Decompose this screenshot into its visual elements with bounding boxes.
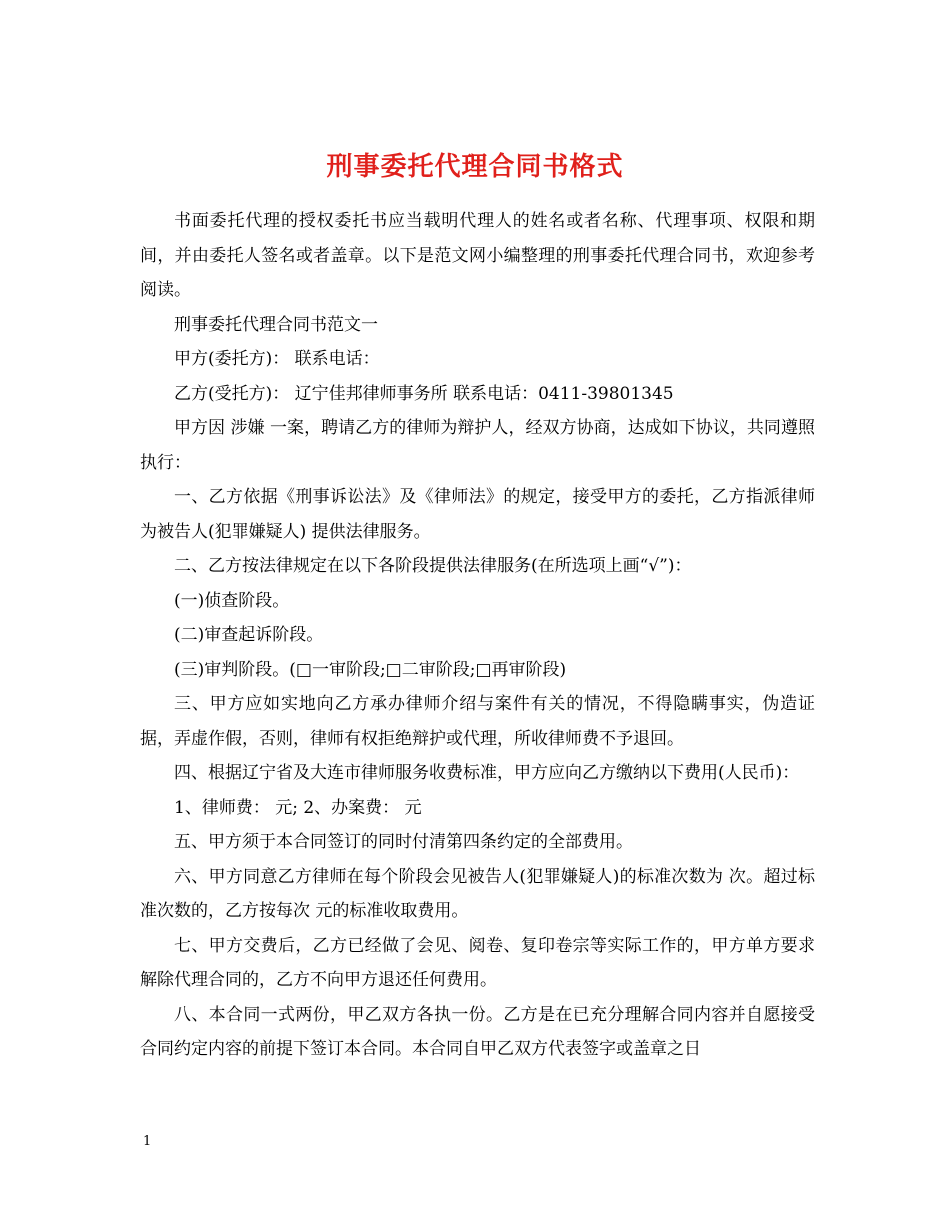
clause-2-item-2: (二)审查起诉阶段。 xyxy=(174,625,324,645)
clause-4: 四、根据辽宁省及大连市律师服务收费标准，甲方应向乙方缴纳以下费用(人民币)： xyxy=(174,763,800,783)
document-title: 刑事委托代理合同书格式 xyxy=(326,152,624,183)
clause-2-item-1: (一)侦查阶段。 xyxy=(174,590,290,611)
paragraph-sample-heading: 刑事委托代理合同书范文一 xyxy=(174,314,378,335)
clause-2: 二、乙方按法律规定在以下各阶段提供法律服务(在所选项上画“√”)： xyxy=(174,556,692,576)
clause-2-item-3: (三)审判阶段。(□一审阶段;□二审阶段;□再审阶段) xyxy=(174,659,567,680)
clause-4-fees: 1、律师费： 元; 2、办案费： 元 xyxy=(174,797,422,818)
clause-3: 三、甲方应如实地向乙方承办律师介绍与案件有关的情况，不得隐瞒事实，伪造证据，弄虚作假，否则，律师有权拒绝辩护或代理，所收律师费不予退回。 xyxy=(140,694,815,749)
paragraph-intro: 书面委托代理的授权委托书应当载明代理人的姓名或者名称、代理事项、权限和期间，并由委托人签名或者盖章。以下是范文网小编整理的刑事委托代理合同书，欢迎参考阅读。 xyxy=(140,211,815,300)
clause-6: 六、甲方同意乙方律师在每个阶段会见被告人(犯罪嫌疑人)的标准次数为 次。超过标准次数的，乙方按每次 元的标准收取费用。 xyxy=(140,866,815,921)
clause-8: 八、本合同一式两份，甲乙双方各执一份。乙方是在已充分理解合同内容并自愿接受合同约定内容的前提下签订本合同。本合同自甲乙双方代表签字或盖章之日 xyxy=(140,1004,815,1059)
clause-1: 一、乙方依据《刑事诉讼法》及《律师法》的规定，接受甲方的委托，乙方指派律师 为被告人(犯罪嫌疑人) 提供法律服务。 xyxy=(140,487,815,542)
clause-5: 五、甲方须于本合同签订的同时付清第四条约定的全部费用。 xyxy=(174,832,633,852)
paragraph-party-a: 甲方(委托方)： 联系电话： xyxy=(174,349,380,369)
paragraph-agreement-intro: 甲方因 涉嫌 一案，聘请乙方的律师为辩护人，经双方协商，达成如下协议，共同遵照执行： xyxy=(140,418,815,473)
document-body xyxy=(140,204,815,1067)
page-number: 1 xyxy=(143,1134,152,1149)
paragraph-party-b: 乙方(受托方)： 辽宁佳邦律师事务所 联系电话：0411-39801345 xyxy=(174,383,674,404)
clause-7: 七、甲方交费后，乙方已经做了会见、阅卷、复印卷宗等实际工作的，甲方单方要求解除代理合同的，乙方不向甲方退还任何费用。 xyxy=(140,935,815,990)
